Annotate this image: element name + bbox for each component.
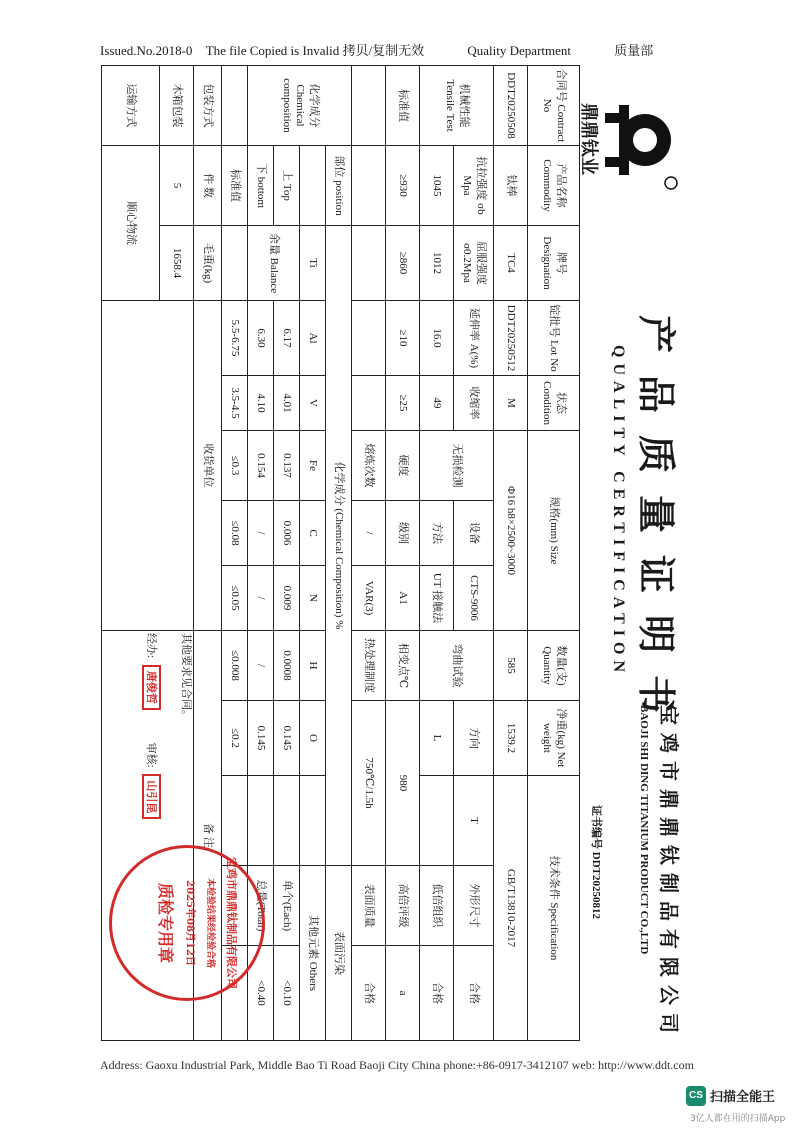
top-c: 0.006 — [274, 501, 300, 566]
lot-label: 锭批号 Lot No — [528, 301, 580, 376]
size-value: Φ16 h8×2500~3000 — [494, 431, 528, 631]
equip-label: 设备 — [454, 501, 494, 566]
top-fe: 0.137 — [274, 431, 300, 501]
top-al: 6.17 — [274, 301, 300, 376]
tensile-label: 抗拉强度 σb Mpa — [454, 146, 494, 226]
table-row — [420, 66, 454, 1041]
watermark-title: 扫描全能王 — [710, 1090, 776, 1105]
handler-stamp: 唐俊哲 — [142, 665, 161, 710]
bottom-h: / — [248, 631, 274, 701]
lowmag-label: 低倍组织 — [420, 866, 454, 946]
std-o: ≤0.2 — [222, 701, 248, 776]
total-value: <0.40 — [248, 946, 274, 1041]
table-row — [386, 66, 420, 1041]
bend-dir-value: T — [454, 776, 494, 866]
designation-value: TC4 — [494, 226, 528, 301]
l-mark: L — [420, 701, 454, 776]
table-row — [300, 66, 326, 1041]
grade-label: 级别 — [386, 501, 420, 566]
top-o: 0.145 — [274, 701, 300, 776]
scanner-logo-icon: CS — [686, 1086, 706, 1106]
std-fe: ≤0.3 — [222, 431, 248, 501]
top-ti: 余量 Balance — [248, 226, 300, 301]
scanner-watermark — [686, 1086, 794, 1126]
chem-title: 化学成分 (Chemical Composition) % — [326, 226, 352, 866]
std-n: ≤0.05 — [222, 566, 248, 631]
top-v: 4.01 — [274, 376, 300, 431]
element-c: C — [300, 501, 326, 566]
bend-label: 弯曲试验 — [420, 631, 494, 701]
weight-label: 净重(kg) Net weight — [528, 701, 580, 776]
logo-letters: D D T I — [607, 125, 617, 154]
elong-label: 延伸率 A(%) — [454, 301, 494, 376]
remark-label: 备 注 — [194, 631, 222, 1041]
element-n: N — [300, 566, 326, 631]
contract-label: 合同号 Contract No — [528, 66, 580, 146]
logo-brand: 鼎鼎钛业 — [578, 103, 599, 175]
pack-label: 包装方式 — [194, 66, 222, 146]
melt-value: VAR(3) — [352, 566, 386, 631]
phase-label: 相变点℃ — [386, 631, 420, 701]
heat-value: 750℃/1.5h — [352, 701, 386, 866]
element-al: Al — [300, 301, 326, 376]
tensile-std: ≥930 — [386, 146, 420, 226]
mech-label: 机械性能 Tensile Test — [420, 66, 494, 146]
table-row — [326, 66, 352, 1041]
reduct-std: ≥25 — [386, 376, 420, 431]
bottom-al: 6.30 — [248, 301, 274, 376]
designation-label: 牌号 Designation — [528, 226, 580, 301]
lot-value: DDT20250512 — [494, 301, 528, 376]
highmag-value: a — [386, 946, 420, 1041]
table-row — [454, 66, 494, 1041]
certificate-number: 证书编号 DDT20250812 — [590, 805, 602, 919]
checker-label: 审核: — [145, 742, 158, 768]
pieces-label: 件 数 — [194, 146, 222, 226]
lowmag-value: 合格 — [420, 946, 454, 1041]
bottom-c: / — [248, 501, 274, 566]
melt-label: 熔炼次数 — [352, 431, 386, 501]
weight-value: 1539.2 — [494, 701, 528, 776]
each-label: 单个(Each) — [274, 866, 300, 946]
bottom-fe: 0.154 — [248, 431, 274, 501]
reduct-value: 49 — [420, 376, 454, 431]
bottom-label: 下 bottom — [248, 146, 274, 226]
std-label: 标准值 — [386, 66, 420, 146]
yield-label: 屈服强度 σ0.2Mpa — [454, 226, 494, 301]
elong-std: ≥10 — [386, 301, 420, 376]
element-o: O — [300, 701, 326, 776]
condition-value: M — [494, 376, 528, 431]
footer-address: Address: Gaoxu Industrial Park, Middle Bao Ti Road Baoji City China phone:+86-0917-3412107 web: http://www.ddt.com — [100, 1058, 694, 1072]
chem-label: 化学成分 Chemical composition — [248, 66, 352, 146]
contam-label: 表面污染 — [326, 866, 352, 1041]
seal-date: 2025年08月12日 — [184, 880, 195, 966]
transport-value: 顺心物流 — [102, 146, 160, 301]
element-v: V — [300, 376, 326, 431]
top-h: 0.0008 — [274, 631, 300, 701]
checker-stamp: 山引昆 — [142, 774, 161, 819]
remark-value: 其他要求见合同。 — [180, 633, 192, 722]
others-label: 其他元素 Others — [300, 866, 326, 1041]
gross-label: 毛重(kg) — [194, 226, 222, 301]
std-c: ≤0.08 — [222, 501, 248, 566]
equip-value: CTS-9006 — [454, 566, 494, 631]
tensile-value: 1045 — [420, 146, 454, 226]
surface-label: 表面质量 — [352, 866, 386, 946]
element-ti: Ti — [300, 226, 326, 301]
header-line — [100, 40, 653, 59]
elong-value: 16.0 — [420, 301, 454, 376]
bottom-n: / — [248, 566, 274, 631]
hardness-label: 硬度 — [386, 431, 420, 501]
bottom-v: 4.10 — [248, 376, 274, 431]
company-name-cn: 宝鸡市鼎鼎钛制品有限公司 — [657, 705, 681, 1041]
top-n: 0.009 — [274, 566, 300, 631]
shape-label: 外形尺寸 — [454, 866, 494, 946]
qty-value: 585 — [494, 631, 528, 701]
transport-label: 运输方式 — [102, 66, 160, 146]
table-row — [352, 66, 386, 1041]
gross-value: 1658.4 — [160, 226, 194, 301]
total-label: 总量(Total) — [248, 866, 274, 946]
table-row — [494, 66, 528, 1041]
commodity-value: 钛棒 — [494, 146, 528, 226]
method-label: 方法 — [420, 501, 454, 566]
heat-label: 热处理制度 — [352, 631, 386, 701]
seal-dept: 质检专用章 — [156, 882, 175, 963]
pos-label: 部位 position — [326, 146, 352, 226]
highmag-label: 高倍评级 — [386, 866, 420, 946]
surface-value: 合格 — [352, 946, 386, 1041]
issue-number: Issued.No.2018-0 — [100, 43, 193, 58]
handler-label: 经办: — [145, 633, 158, 659]
std-h: ≤0.008 — [222, 631, 248, 701]
reduct-label: 收缩率 — [454, 376, 494, 431]
method-value: UT 接触法 — [420, 566, 454, 631]
yield-std: ≥860 — [386, 226, 420, 301]
phase-value: 980 — [386, 701, 420, 866]
spec-value: GB/T13810-2017 — [494, 776, 528, 1041]
company-logo — [565, 85, 685, 195]
table-row — [274, 66, 300, 1041]
size-label: 规格(mm) Size — [528, 431, 580, 631]
certificate-frame — [95, 65, 705, 1040]
bend-dir-label: 方向 — [454, 701, 494, 776]
title-cn: 产品质量证明书 — [634, 315, 679, 736]
top-label: 上 Top — [274, 146, 300, 226]
hardness-value: / — [352, 501, 386, 566]
spec-label: 技术条件 Specification — [528, 776, 580, 1041]
box-label: 木箱包装 — [160, 66, 194, 146]
shape-value: 合格 — [454, 946, 494, 1041]
company-seal — [109, 845, 265, 1001]
condition-label: 状态 Condition — [528, 376, 580, 431]
dept-cn: 质量部 — [614, 43, 654, 58]
contract-value: DDT20250508 — [494, 66, 528, 146]
yield-value: 1012 — [420, 226, 454, 301]
element-fe: Fe — [300, 431, 326, 501]
pieces-value: 5 — [160, 146, 194, 226]
receiver-label: 收货单位 — [194, 301, 222, 631]
title-en: QUALITY CERTIFICATION — [610, 345, 627, 679]
watermark-subtitle: 3亿人都在用的扫描App — [690, 1114, 786, 1124]
each-value: <0.10 — [274, 946, 300, 1041]
qty-label: 数量(支) Quantity — [528, 631, 580, 701]
copy-notice: The file Copied is Invalid 拷贝/复制无效 — [205, 43, 425, 58]
grade-value: A1 — [386, 566, 420, 631]
seal-company: 宝鸡市鼎鼎钛制品有限公司 — [225, 857, 238, 989]
std-row-label: 标准值 — [222, 146, 248, 226]
std-al: 5.5-6.75 — [222, 301, 248, 376]
ndt-label: 无损检测 — [420, 431, 494, 501]
dept-en: Quality Department — [467, 43, 571, 58]
certificate-rotated — [95, 65, 705, 1040]
bottom-o: 0.145 — [248, 701, 274, 776]
seal-note: 本检验结果经检验合格 — [205, 877, 215, 968]
std-v: 3.5-4.5 — [222, 376, 248, 431]
element-h: H — [300, 631, 326, 701]
table-row — [528, 66, 580, 1041]
company-name-en: BAOJI SHI DING TITANIUM PRODUCT CO.,LTD — [638, 705, 650, 955]
commodity-label: 产品名称 Commodity — [528, 146, 580, 226]
